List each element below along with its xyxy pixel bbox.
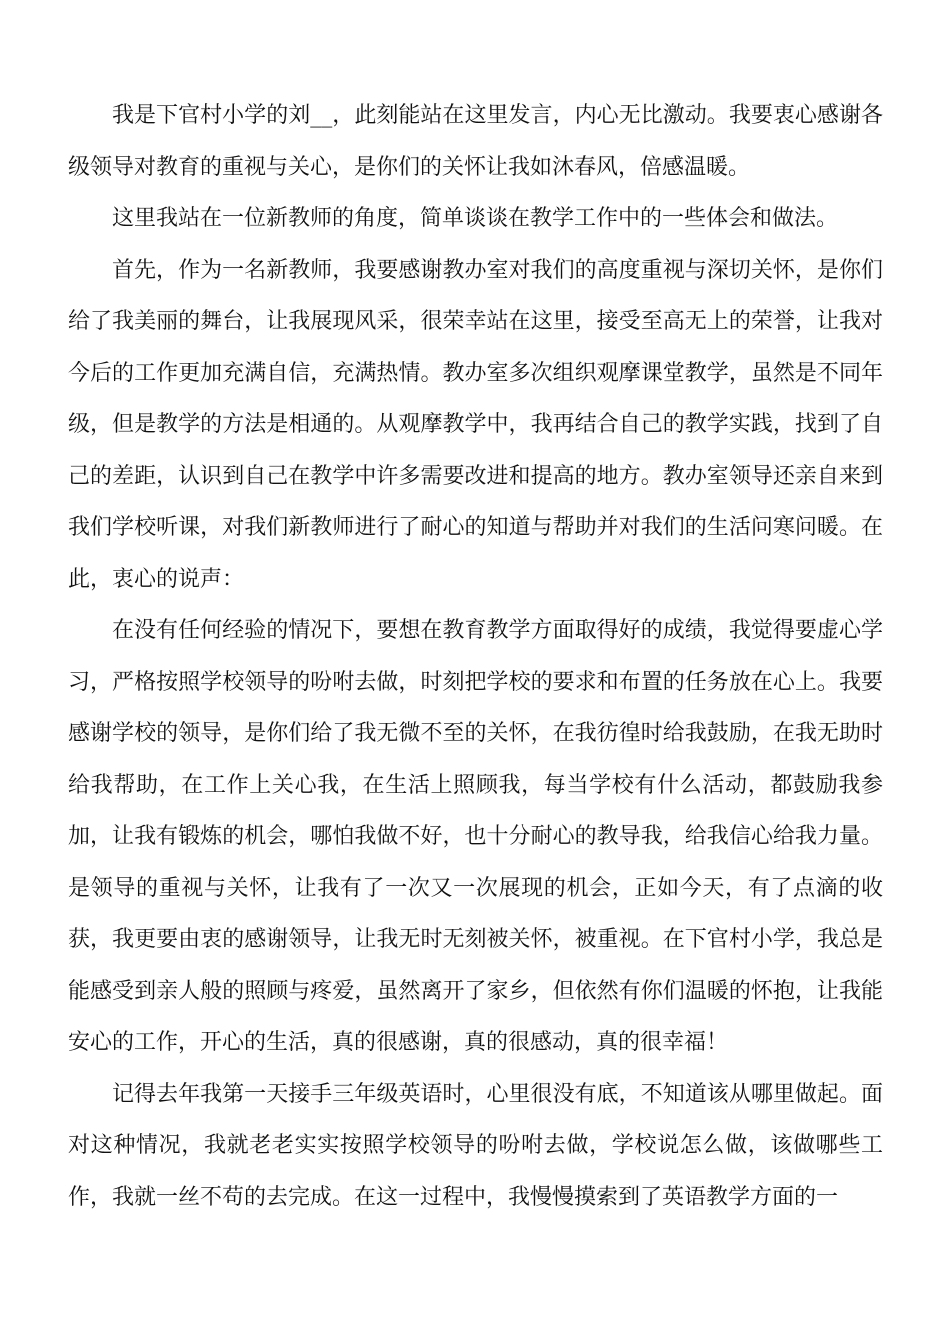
- paragraph-experience: 记得去年我第一天接手三年级英语时，心里很没有底，不知道该从哪里做起。面对这种情况，我就老老实实按照学校领导的吩咐去做，学校说怎么做，该做哪些工作，我就一丝不苟的去完成。在这一过程中，我慢慢摸索到了英语教学方面的一: [68, 1081, 883, 1210]
- paragraph-thanks-office: 首先，作为一名新教师，我要感谢教办室对我们的高度重视与深切关怀，是你们给了我美丽的舞台，让我展现风采，很荣幸站在这里，接受至高无上的荣誉，让我对今后的工作更加充满自信，充满热情。教办室多次组织观摩课堂教学，虽然是不同年级，但是教学的方法是相通的。从观摩教学中，我再结合自己的教学实践，找到了自己的差距，认识到自己在教学中许多需要改进和提高的地方。教办室领导还亲自来到我们学校听课，对我们新教师进行了耐心的知道与帮助并对我们的生活问寒问暖。在此，衷心的说声：: [68, 257, 883, 592]
- document-body: [68, 90, 883, 1223]
- paragraph-thanks-school: 在没有任何经验的情况下，要想在教育教学方面取得好的成绩，我觉得要虚心学习，严格按照学校领导的吩咐去做，时刻把学校的要求和布置的任务放在心上。我要感谢学校的领导，是你们给了我无微不至的关怀，在我彷徨时给我鼓励，在我无助时给我帮助，在工作上关心我，在生活上照顾我，每当学校有什么活动，都鼓励我参加，让我有锻炼的机会，哪怕我做不好，也十分耐心的教导我，给我信心给我力量。是领导的重视与关怀，让我有了一次又一次展现的机会，正如今天，有了点滴的收获，我更要由衷的感谢领导，让我无时无刻被关怀，被重视。在下官村小学，我总是能感受到亲人般的照顾与疼爱，虽然离开了家乡，但依然有你们温暖的怀抱，让我能安心的工作，开心的生活，真的很感谢，真的很感动，真的很幸福！: [68, 618, 883, 1055]
- paragraph-perspective: 这里我站在一位新教师的角度，简单谈谈在教学工作中的一些体会和做法。: [112, 206, 839, 231]
- paragraph-intro: 我是下官村小学的刘__，此刻能站在这里发言，内心无比激动。我要衷心感谢各级领导对教育的重视与关心，是你们的关怀让我如沐春风，倍感温暖。: [68, 103, 883, 180]
